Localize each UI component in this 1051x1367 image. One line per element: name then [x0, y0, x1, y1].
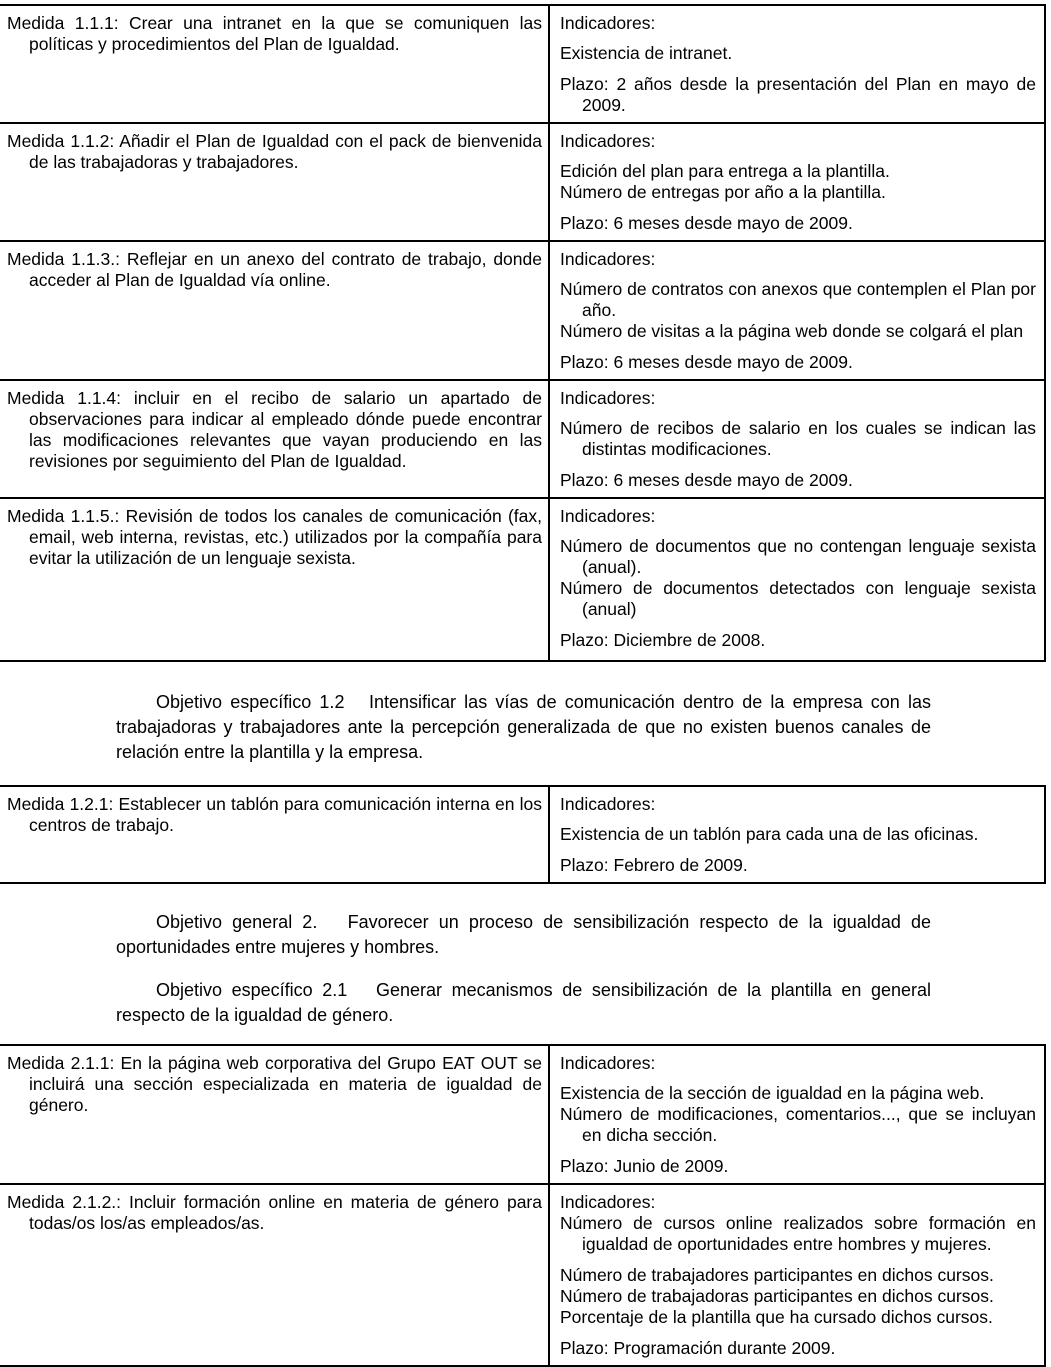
- indicadores-label: Indicadores:: [560, 506, 656, 526]
- plazo-text: Plazo: 6 meses desde mayo de 2009.: [560, 470, 853, 490]
- plazo-text: Plazo: Programación durante 2009.: [560, 1338, 836, 1358]
- indicadores-label: Indicadores:: [560, 794, 656, 814]
- medida-text: Medida 1.1.4: incluir en el recibo de salario un apartado de observaciones para indicar al empleado dónde puede encontrar las modificaciones relevantes que vayan produciendo en las revisiones por seguimiento del Plan de Igualdad.: [7, 388, 542, 471]
- table-row: [0, 787, 1044, 884]
- medida-cell: [0, 1046, 550, 1183]
- indicator-item: Número de contratos con anexos que contemplen el Plan por año.: [560, 279, 1036, 320]
- indicadores-label: Indicadores:: [560, 1053, 656, 1073]
- plazo-text: Plazo: Diciembre de 2008.: [560, 630, 766, 650]
- indicator-group: [560, 824, 1036, 845]
- medida-text: Medida 1.1.5.: Revisión de todos los canales de comunicación (fax, email, web interna, revistas, etc.) utilizados por la compañía para evitar la utilización de un lenguaje sexista.: [7, 506, 542, 568]
- indicadores-cell: [550, 381, 1044, 497]
- medida-cell: [0, 1185, 550, 1365]
- indicator-item: Número de trabajadores participantes en dichos cursos.: [560, 1265, 994, 1285]
- indicator-item: Existencia de la sección de igualdad en la página web.: [560, 1083, 985, 1103]
- indicadores-label: Indicadores:: [560, 249, 656, 269]
- measures-table-3: [0, 1044, 1046, 1367]
- medida-cell: [0, 381, 550, 497]
- indicator-item: Número de trabajadoras participantes en dichos cursos.: [560, 1286, 994, 1306]
- table-row: [0, 242, 1044, 381]
- indicator-item: Número de recibos de salario en los cuales se indican las distintas modificaciones.: [560, 418, 1036, 459]
- indicator-item: Número de documentos que no contengan lenguaje sexista (anual).: [560, 536, 1036, 577]
- measures-table-2: [0, 785, 1046, 884]
- indicator-group: [560, 536, 1036, 620]
- indicadores-cell: [550, 6, 1044, 122]
- indicator-group: [560, 418, 1036, 460]
- indicator-group: [560, 161, 1036, 203]
- indicadores-cell: [550, 242, 1044, 379]
- indicadores-cell: [550, 499, 1044, 660]
- medida-cell: [0, 499, 550, 660]
- indicator-item: Número de visitas a la página web donde se colgará el plan: [560, 321, 1024, 341]
- measures-table-1: [0, 4, 1046, 662]
- medida-text: Medida 1.1.1: Crear una intranet en la que se comuniquen las políticas y procedimientos del Plan de Igualdad.: [7, 13, 542, 54]
- indicator-item: Edición del plan para entrega a la plantilla.: [560, 161, 890, 181]
- indicator-group: [560, 1083, 1036, 1146]
- medida-text: Medida 1.2.1: Establecer un tablón para comunicación interna en los centros de trabajo.: [7, 794, 542, 835]
- plazo-text: Plazo: 2 años desde la presentación del Plan en mayo de 2009.: [560, 74, 1036, 115]
- indicadores-cell: [550, 1185, 1044, 1365]
- table-row: [0, 1185, 1044, 1367]
- plazo-text: Plazo: Junio de 2009.: [560, 1156, 729, 1176]
- indicator-group: [560, 279, 1036, 342]
- table-row: [0, 124, 1044, 242]
- medida-cell: [0, 124, 550, 240]
- indicator-item: Existencia de un tablón para cada una de las oficinas.: [560, 824, 979, 844]
- indicator-item: Número de entregas por año a la plantilla.: [560, 182, 886, 202]
- objective-heading-general-2: Objetivo general 2. Favorecer un proceso de sensibilización respecto de la igualdad de oportunidades entre mujeres y hombres.: [116, 912, 937, 957]
- indicator-group: [560, 1213, 1036, 1255]
- indicadores-label: Indicadores:: [560, 1192, 656, 1212]
- plazo-text: Plazo: Febrero de 2009.: [560, 855, 748, 875]
- indicator-item: Número de documentos detectados con lenguaje sexista (anual): [560, 578, 1036, 619]
- table-row: [0, 6, 1044, 124]
- indicadores-label: Indicadores:: [560, 13, 656, 33]
- table-row: [0, 381, 1044, 499]
- indicadores-cell: [550, 787, 1044, 882]
- indicator-item: Número de cursos online realizados sobre formación en igualdad de oportunidades entre hombres y mujeres.: [560, 1213, 1036, 1254]
- indicator-item: Existencia de intranet.: [560, 43, 733, 63]
- table-row: [0, 499, 1044, 662]
- indicator-item: Número de modificaciones, comentarios..., que se incluyan en dicha sección.: [560, 1104, 1036, 1145]
- indicator-item: Porcentaje de la plantilla que ha cursado dichos cursos.: [560, 1307, 993, 1327]
- medida-cell: [0, 787, 550, 882]
- medida-cell: [0, 242, 550, 379]
- medida-text: Medida 1.1.3.: Reflejar en un anexo del contrato de trabajo, donde acceder al Plan de Igualdad vía online.: [7, 249, 542, 290]
- indicadores-label: Indicadores:: [560, 131, 656, 151]
- medida-text: Medida 1.1.2: Añadir el Plan de Igualdad con el pack de bienvenida de las trabajadoras y trabajadores.: [7, 131, 542, 172]
- plazo-text: Plazo: 6 meses desde mayo de 2009.: [560, 352, 853, 372]
- medida-cell: [0, 6, 550, 122]
- indicadores-cell: [550, 124, 1044, 240]
- objective-heading-especifico-1-2: Objetivo específico 1.2 Intensificar las vías de comunicación dentro de la empresa con las trabajadoras y trabajadores ante la percepción generalizada de que no existen buenos canales de relación entre la plantilla y la empresa.: [116, 692, 937, 762]
- indicator-group: [560, 1265, 1036, 1328]
- indicadores-cell: [550, 1046, 1044, 1183]
- indicator-group: [560, 43, 1036, 64]
- plazo-text: Plazo: 6 meses desde mayo de 2009.: [560, 213, 853, 233]
- medida-text: Medida 2.1.1: En la página web corporativa del Grupo EAT OUT se incluirá una sección especializada en materia de igualdad de género.: [7, 1053, 542, 1115]
- table-row: [0, 1046, 1044, 1185]
- medida-text: Medida 2.1.2.: Incluir formación online en materia de género para todas/os los/as empleados/as.: [7, 1192, 542, 1233]
- indicadores-label: Indicadores:: [560, 388, 656, 408]
- objective-heading-especifico-2-1: Objetivo específico 2.1 Generar mecanismos de sensibilización de la plantilla en general respecto de la igualdad de género.: [116, 980, 937, 1025]
